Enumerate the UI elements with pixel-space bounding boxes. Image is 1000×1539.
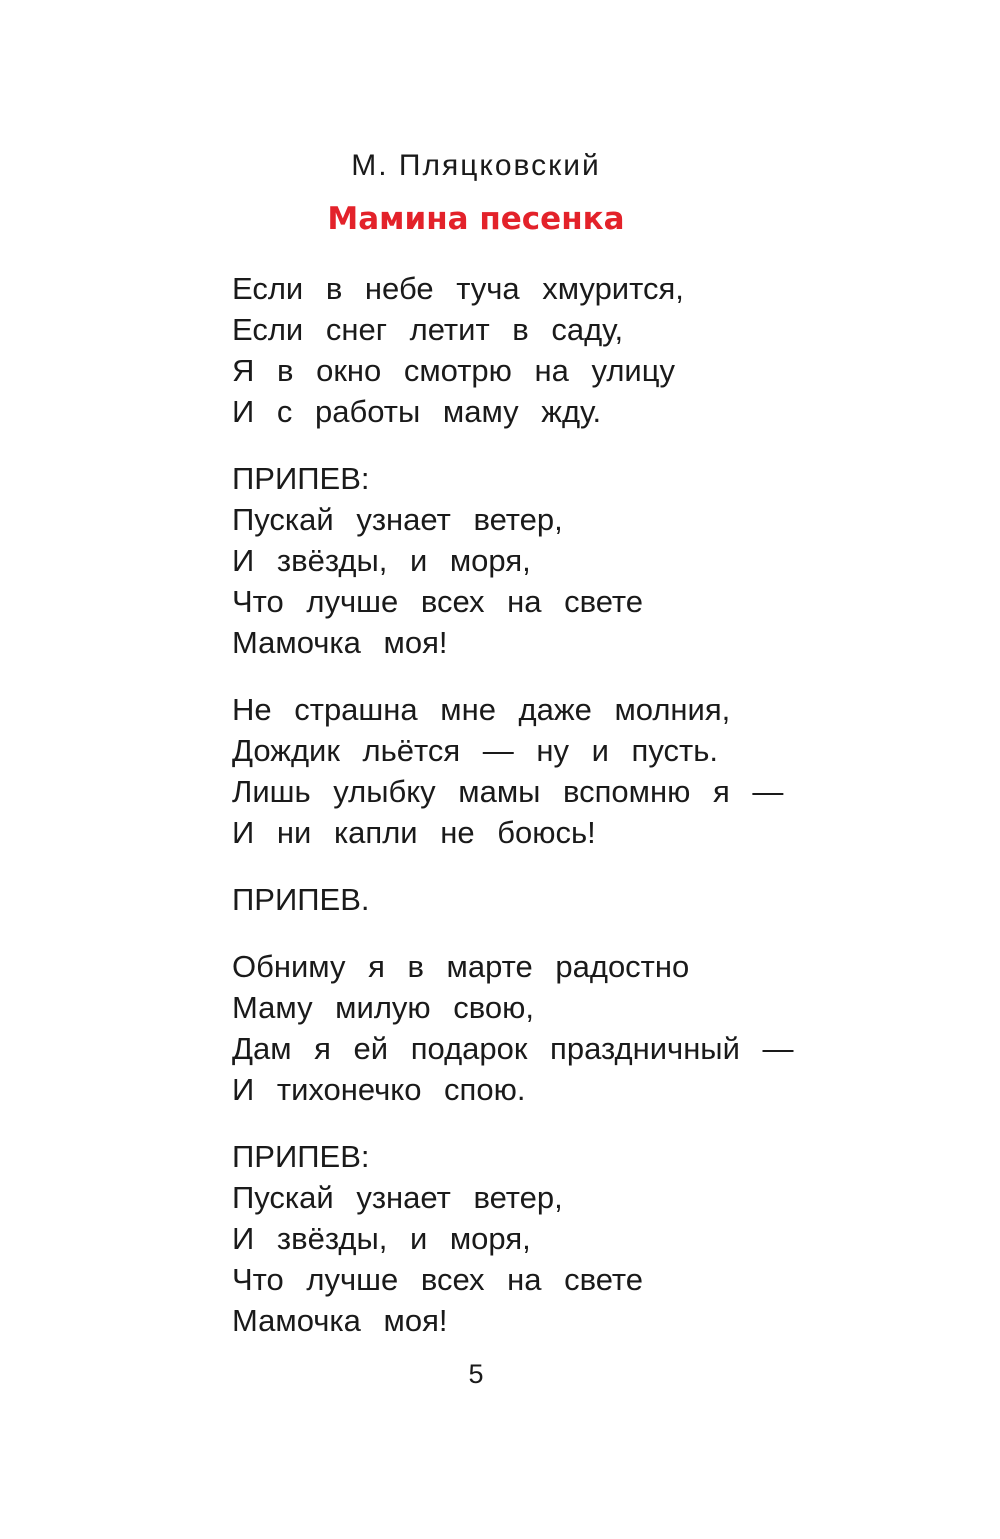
stanza	[232, 689, 932, 853]
chorus-stanza	[232, 1136, 932, 1341]
poem-body	[232, 268, 932, 1341]
poem-line: Я в окно смотрю на улицу	[232, 353, 675, 388]
chorus-stanza	[232, 458, 932, 663]
page-number: 5	[468, 1359, 484, 1389]
chorus-reference	[232, 879, 932, 920]
poem-line: И звёзды, и моря,	[232, 543, 531, 578]
poem-line: Пускай узнает ветер,	[232, 1180, 563, 1215]
poem-line: И с работы маму жду.	[232, 394, 602, 429]
poem-line: Что лучше всех на свете	[232, 584, 644, 619]
poem-line: Если снег летит в саду,	[232, 312, 624, 347]
stanza	[232, 946, 932, 1110]
chorus-heading: ПРИПЕВ:	[232, 461, 370, 496]
stanza	[232, 268, 932, 432]
poem-title: Мамина песенка	[327, 201, 625, 237]
poem-line: И звёзды, и моря,	[232, 1221, 531, 1256]
poem-line: И ни капли не боюсь!	[232, 815, 596, 850]
chorus-heading: ПРИПЕВ:	[232, 1139, 370, 1174]
poem-line: Обниму я в марте радостно	[232, 949, 690, 984]
chorus-heading: ПРИПЕВ.	[232, 882, 370, 917]
poem-line: Мамочка моя!	[232, 625, 448, 660]
poem-line: Мамочка моя!	[232, 1303, 448, 1338]
poem-line: И тихонечко спою.	[232, 1072, 526, 1107]
poem-line: Дам я ей подарок праздничный —	[232, 1031, 794, 1066]
poem-line: Если в небе туча хмурится,	[232, 271, 684, 306]
poem-line: Что лучше всех на свете	[232, 1262, 644, 1297]
poem-line: Пускай узнает ветер,	[232, 502, 563, 537]
poem-line: Дождик льётся — ну и пусть.	[232, 733, 718, 768]
poem-line: Не страшна мне даже молния,	[232, 692, 731, 727]
poem-author: М. Пляцковский	[351, 149, 601, 182]
poem-line: Лишь улыбку мамы вспомню я —	[232, 774, 784, 809]
poem-line: Маму милую свою,	[232, 990, 534, 1025]
